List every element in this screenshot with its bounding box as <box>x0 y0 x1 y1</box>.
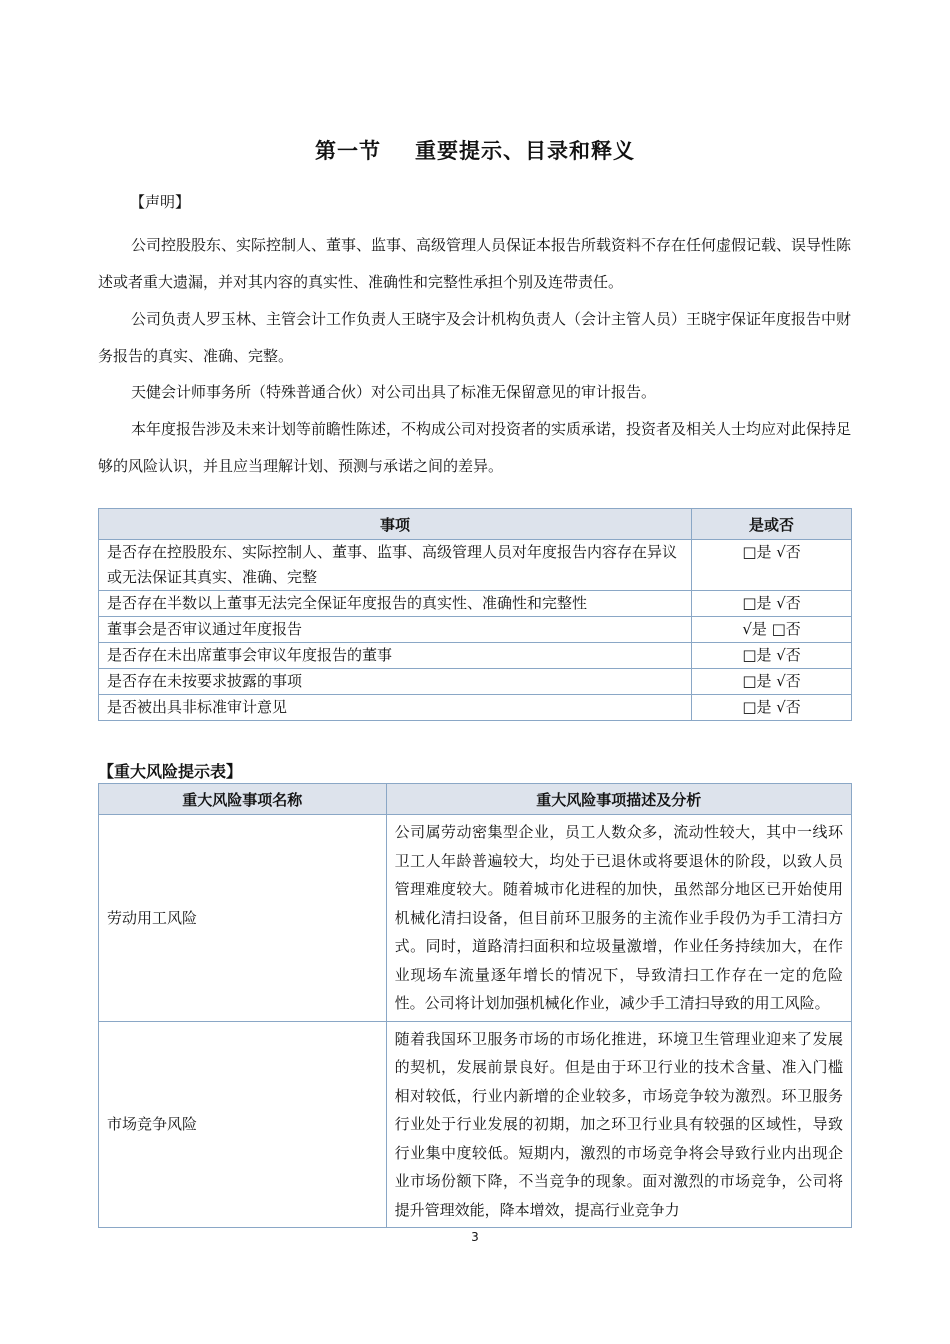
section-number: 第一节 <box>315 139 381 163</box>
row-answer: √是 □否 <box>692 617 852 643</box>
table-row <box>99 643 852 669</box>
row-answer: □是 √否 <box>692 591 852 617</box>
header-risk-name: 重大风险事项名称 <box>99 784 387 815</box>
declaration-paragraph-3: 天健会计师事务所（特殊普通合伙）对公司出具了标准无保留意见的审计报告。 <box>131 383 657 401</box>
header-yes-no: 是或否 <box>692 509 852 540</box>
table-row <box>99 669 852 695</box>
table-row <box>99 695 852 721</box>
row-answer: □是 √否 <box>692 643 852 669</box>
declaration-table-header <box>99 509 852 540</box>
row-item: 是否存在未按要求披露的事项 <box>99 669 692 695</box>
risk-name: 劳动用工风险 <box>99 815 387 1022</box>
header-risk-description: 重大风险事项描述及分析 <box>386 784 851 815</box>
table-row <box>99 540 852 591</box>
risk-table <box>98 783 852 1228</box>
risk-description: 公司属劳动密集型企业，员工人数众多，流动性较大，其中一线环卫工人年龄普遍较大，均处于已退休或将要退休的阶段，以致人员管理难度较大。随着城市化进程的加快，虽然部分地区已开始使用机械化清扫设备，但目前环卫服务的主流作业手段仍为手工清扫方式。同时，道路清扫面积和垃圾量激增，作业任务持续加大，在作业现场车流量逐年增长的情况下，导致清扫工作存在一定的危险性。公司将计划加强机械化作业，减少手工清扫导致的用工风险。 <box>386 815 851 1022</box>
row-answer: □是 √否 <box>692 669 852 695</box>
table-row <box>99 815 852 1022</box>
risk-name: 市场竞争风险 <box>99 1021 387 1228</box>
table-row <box>99 617 852 643</box>
header-item: 事项 <box>99 509 692 540</box>
row-item: 是否被出具非标准审计意见 <box>99 695 692 721</box>
section-title-text: 重要提示、目录和释义 <box>415 139 635 163</box>
page-title <box>0 135 950 165</box>
risk-description: 随着我国环卫服务市场的市场化推进，环境卫生管理业迎来了发展的契机，发展前景良好。但是由于环卫行业的技术含量、准入门槛相对较低，行业内新增的企业较多，市场竞争较为激烈。环卫服务行业处于行业发展的初期，加之环卫行业具有较强的区域性，导致行业集中度较低。短期内，激烈的市场竞争将会导致行业内出现企业市场份额下降，不当竞争的现象。面对激烈的市场竞争，公司将提升管理效能，降本增效，提高行业竞争力 <box>386 1021 851 1228</box>
row-answer: □是 √否 <box>692 695 852 721</box>
declaration-paragraph-2: 公司负责人罗玉林、主管会计工作负责人王晓宇及会计机构负责人（会计主管人员）王晓宇保证年度报告中财务报告的真实、准确、完整。 <box>98 310 852 365</box>
table-row <box>99 1021 852 1228</box>
page-number: 3 <box>471 1230 479 1244</box>
row-answer: □是 √否 <box>692 540 852 591</box>
risk-table-heading: 【重大风险提示表】 <box>98 762 243 781</box>
row-item: 是否存在半数以上董事无法完全保证年度报告的真实性、准确性和完整性 <box>99 591 692 617</box>
row-item: 董事会是否审议通过年度报告 <box>99 617 692 643</box>
declaration-paragraph-1: 公司控股股东、实际控制人、董事、监事、高级管理人员保证本报告所载资料不存在任何虚假记载、误导性陈述或者重大遗漏，并对其内容的真实性、准确性和完整性承担个别及连带责任。 <box>98 236 852 291</box>
risk-table-header <box>99 784 852 815</box>
row-item: 是否存在未出席董事会审议年度报告的董事 <box>99 643 692 669</box>
declaration-paragraph-4: 本年度报告涉及未来计划等前瞻性陈述，不构成公司对投资者的实质承诺，投资者及相关人士均应对此保持足够的风险认识，并且应当理解计划、预测与承诺之间的差异。 <box>98 420 852 475</box>
row-item: 是否存在控股股东、实际控制人、董事、监事、高级管理人员对年度报告内容存在异议或无法保证其真实、准确、完整 <box>99 540 692 591</box>
declaration-label: 【声明】 <box>130 193 191 211</box>
declaration-table <box>98 508 852 721</box>
table-row <box>99 591 852 617</box>
